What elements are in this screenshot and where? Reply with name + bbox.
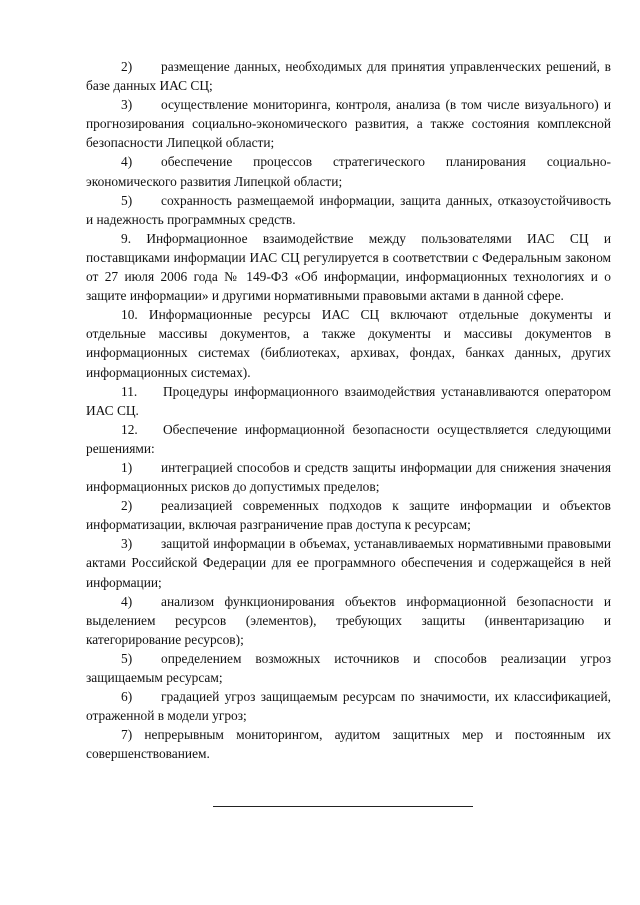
paragraph-number: 4): [121, 154, 133, 170]
paragraph-text: Обеспечение информационной безопасности осуществляется следующими решениями:: [86, 421, 611, 456]
paragraph-text: защитой информации в объемах, устанавливаемых нормативными правовыми актами Российской Федерации для ее программного обеспечения и содержащейся в ней информации;: [86, 536, 611, 590]
paragraph-number: 12.: [121, 421, 138, 437]
paragraph-item-3: [86, 95, 611, 152]
paragraph-number: 6): [121, 689, 133, 705]
paragraph-text: обеспечение процессов стратегического планирования социально-экономического развития Липецкой области;: [86, 154, 611, 189]
paragraph-sub-4: [86, 592, 611, 649]
paragraph-sub-1: [86, 458, 611, 496]
paragraph-number: 1): [121, 459, 133, 475]
paragraph-section-10: [86, 305, 611, 381]
paragraph-text: 9. Информационное взаимодействие между пользователями ИАС СЦ и поставщиками информации ИАС СЦ регулируется в соответствии с Федеральным законом от 27 июля 2006 года № 149-ФЗ «Об информации, информационных технологиях и о защите информации» и другими нормативными правовыми актами в данной сфере.: [86, 230, 611, 304]
paragraph-number: 4): [121, 593, 133, 609]
paragraph-sub-5: [86, 649, 611, 687]
document-body: [86, 57, 611, 763]
paragraph-sub-7: [86, 725, 611, 763]
paragraph-number: 2): [121, 498, 133, 514]
paragraph-item-4: [86, 152, 611, 190]
paragraph-sub-2: [86, 496, 611, 534]
paragraph-number: 3): [121, 536, 133, 552]
paragraph-number: 5): [121, 650, 133, 666]
paragraph-item-5: [86, 191, 611, 229]
paragraph-sub-6: [86, 687, 611, 725]
paragraph-section-9: [86, 229, 611, 305]
paragraph-text: интеграцией способов и средств защиты информации для снижения значения информационных рисков до допустимых пределов;: [86, 459, 611, 495]
paragraph-text: сохранность размещаемой информации, защита данных, отказоустойчивость и надежность программных средств.: [86, 192, 611, 227]
paragraph-number: 2): [121, 59, 133, 74]
paragraph-text: размещение данных, необходимых для принятия управленческих решений, в базе данных ИАС СЦ;: [86, 59, 611, 94]
paragraph-text: 7) непрерывным мониторингом, аудитом защитных мер и постоянным их совершенствованием.: [86, 727, 611, 762]
footer-divider: [213, 806, 473, 807]
paragraph-number: 5): [121, 192, 133, 208]
paragraph-text: градацией угроз защищаемым ресурсам по значимости, их классификацией, отраженной в модели угроз;: [86, 689, 611, 724]
paragraph-number: 11.: [121, 383, 138, 399]
paragraph-text: реализацией современных подходов к защите информации и объектов информатизации, включая разграничение прав доступа к ресурсам;: [86, 498, 611, 533]
paragraph-text: определением возможных источников и способов реализации угроз защищаемым ресурсам;: [86, 650, 611, 685]
paragraph-number: 3): [121, 97, 133, 113]
paragraph-text: анализом функционирования объектов информационной безопасности и выделением ресурсов (элементов), требующих защиты (инвентаризацию и категорирование ресурсов);: [86, 593, 611, 647]
paragraph-sub-3: [86, 534, 611, 591]
paragraph-text: осуществление мониторинга, контроля, анализа (в том числе визуального) и прогнозирования социально-экономического развития, а также состояния комплексной безопасности Липецкой области;: [86, 97, 611, 151]
paragraph-section-11: [86, 382, 611, 420]
paragraph-text: 10. Информационные ресурсы ИАС СЦ включают отдельные документы и отдельные массивы документов, а также документы и массивы документов в информационных системах (библиотеках, архивах, фондах, банках данных, других информационных системах).: [86, 307, 611, 380]
paragraph-item-2: [86, 57, 611, 95]
paragraph-text: Процедуры информационного взаимодействия устанавливаются оператором ИАС СЦ.: [86, 383, 611, 418]
paragraph-section-12: [86, 420, 611, 458]
